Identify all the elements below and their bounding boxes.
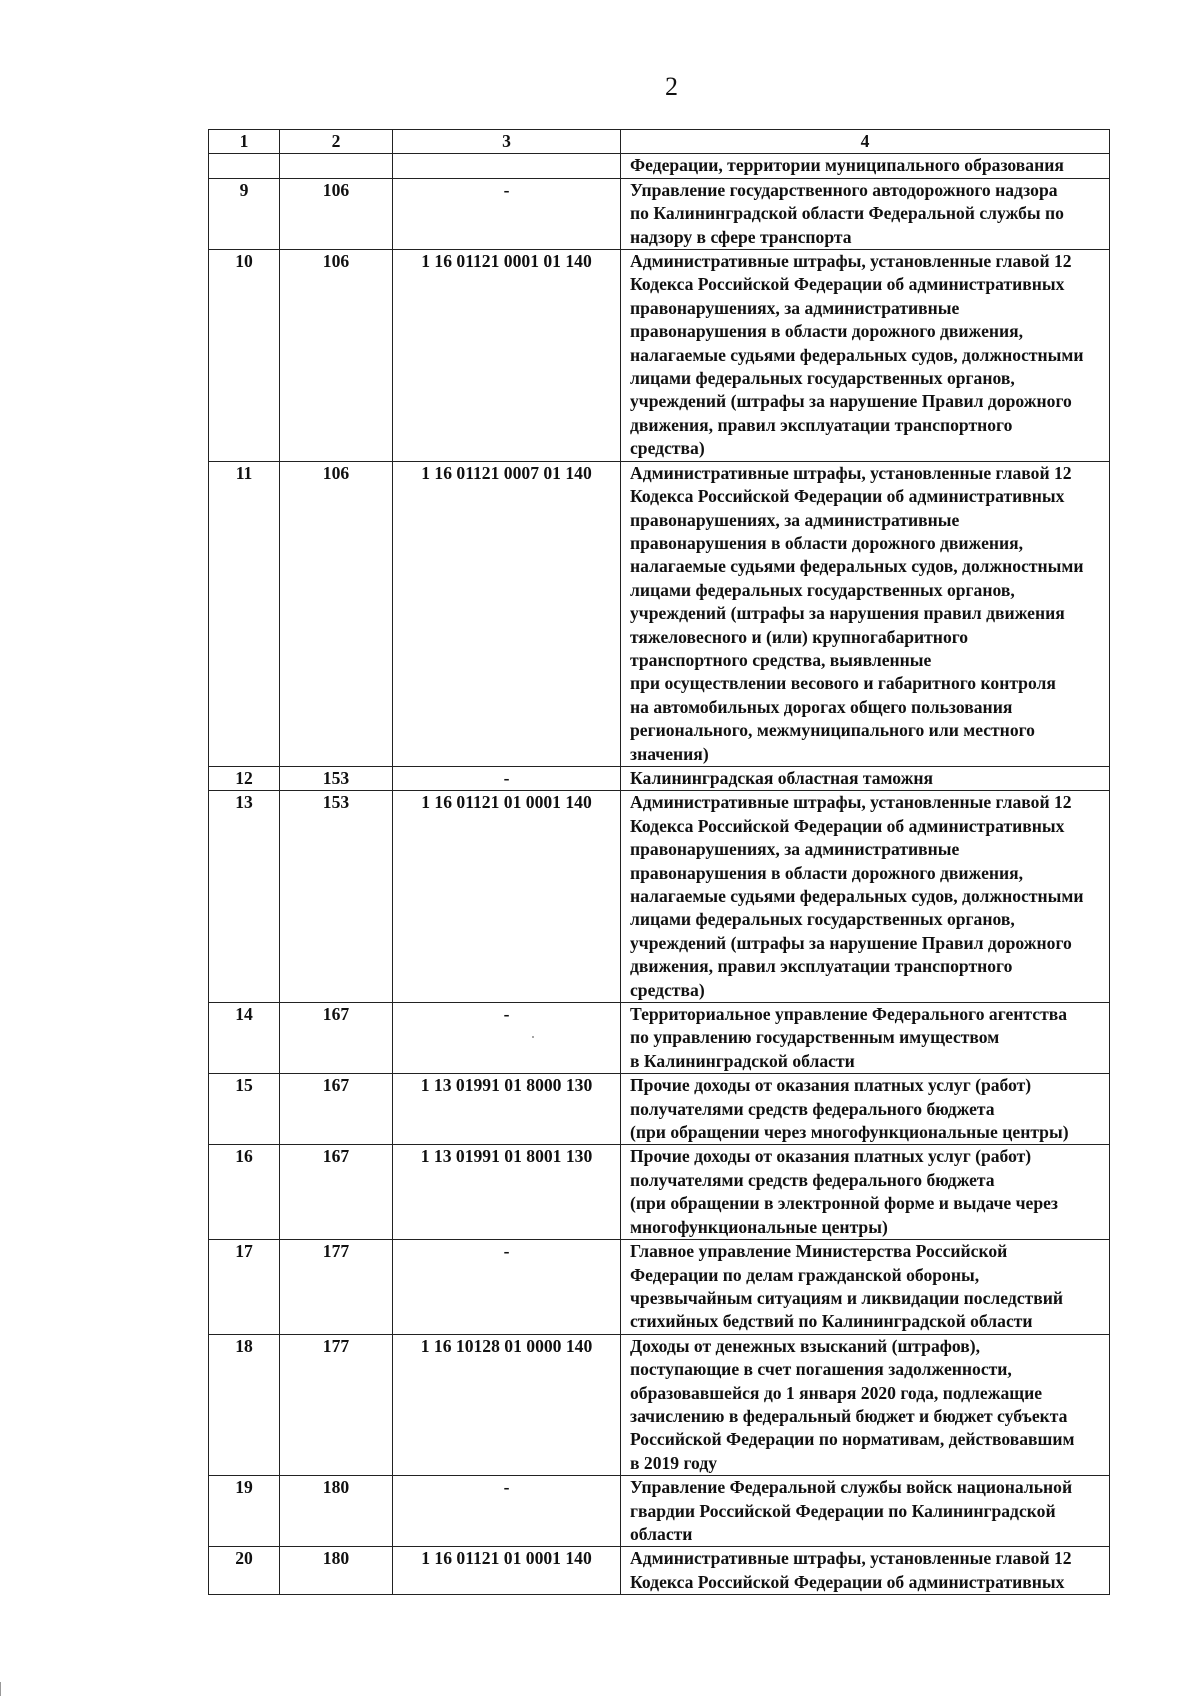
kbk-code-cell: - [393,1003,621,1074]
row-number-cell: 10 [209,250,280,462]
table-row [209,461,1110,766]
description-cell: Административные штрафы, установленные главой 12 Кодекса Российской Федерации об административных правонарушениях, за административные правонарушения в области дорожного движения, налагаемые судьями федеральных судов, должностными лицами федеральных государственных органов, учреждений (штрафы за нарушение Правил дорожного движения, правил эксплуатации транспортного средства) [621,250,1110,462]
kbk-code-cell: 1 16 01121 0007 01 140 [393,461,621,766]
kbk-code-cell: - [393,766,621,790]
kbk-code-cell: - [393,1240,621,1335]
description-cell: Административные штрафы, установленные главой 12 Кодекса Российской Федерации об административных [621,1547,1110,1595]
admin-code-cell: 180 [280,1547,393,1595]
admin-code-cell: 167 [280,1074,393,1145]
admin-code-cell [280,154,393,178]
table-row [209,250,1110,462]
description-cell: Прочие доходы от оказания платных услуг (работ) получателями средств федерального бюджета (при обращении через многофункциональные центры) [621,1074,1110,1145]
table-row [209,1476,1110,1547]
row-number-cell [209,154,280,178]
kbk-code-cell [393,154,621,178]
admin-code-cell: 106 [280,178,393,249]
scan-speck [532,1036,534,1038]
margin-mark [0,1682,7,1696]
column-header-4: 4 [621,130,1110,154]
table-row [209,1074,1110,1145]
description-cell: Федерации, территории муниципального образования [621,154,1110,178]
admin-code-cell: 106 [280,461,393,766]
admin-code-cell: 177 [280,1240,393,1335]
revenue-codes-table [208,129,1110,1595]
description-cell: Прочие доходы от оказания платных услуг (работ) получателями средств федерального бюджета (при обращении в электронной форме и выдаче через многофункциональные центры) [621,1145,1110,1240]
table-row [209,154,1110,178]
row-number-cell: 15 [209,1074,280,1145]
table-row [209,1240,1110,1335]
admin-code-cell: 177 [280,1334,393,1475]
admin-code-cell: 180 [280,1476,393,1547]
table-row [209,1334,1110,1475]
description-cell: Главное управление Министерства Российской Федерации по делам гражданской обороны, чрезвычайным ситуациям и ликвидации последствий стихийных бедствий по Калининградской области [621,1240,1110,1335]
admin-code-cell: 153 [280,766,393,790]
description-cell: Административные штрафы, установленные главой 12 Кодекса Российской Федерации об административных правонарушениях, за административные правонарушения в области дорожного движения, налагаемые судьями федеральных судов, должностными лицами федеральных государственных органов, учреждений (штрафы за нарушения правил движения тяжеловесного и (или) крупногабаритного транспортного средства, выявленные при осуществлении весового и габаритного контроля на автомобильных дорогах общего пользования регионального, межмуниципального или местного значения) [621,461,1110,766]
table-row [209,1003,1110,1074]
description-cell: Управление государственного автодорожного надзора по Калининградской области Федеральной службы по надзору в сфере транспорта [621,178,1110,249]
column-header-1: 1 [209,130,280,154]
description-cell: Административные штрафы, установленные главой 12 Кодекса Российской Федерации об административных правонарушениях, за административные правонарушения в области дорожного движения, налагаемые судьями федеральных судов, должностными лицами федеральных государственных органов, учреждений (штрафы за нарушение Правил дорожного движения, правил эксплуатации транспортного средства) [621,791,1110,1003]
row-number-cell: 17 [209,1240,280,1335]
kbk-code-cell: 1 13 01991 01 8001 130 [393,1145,621,1240]
kbk-code-cell: 1 16 01121 01 0001 140 [393,1547,621,1595]
row-number-cell: 12 [209,766,280,790]
table-row [209,766,1110,790]
kbk-code-cell: - [393,1476,621,1547]
description-cell: Управление Федеральной службы войск национальной гвардии Российской Федерации по Калининградской области [621,1476,1110,1547]
column-header-2: 2 [280,130,393,154]
table-row [209,1145,1110,1240]
kbk-code-cell: 1 16 01121 01 0001 140 [393,791,621,1003]
admin-code-cell: 106 [280,250,393,462]
column-header-3: 3 [393,130,621,154]
admin-code-cell: 153 [280,791,393,1003]
description-cell: Калининградская областная таможня [621,766,1110,790]
table-row [209,1547,1110,1595]
description-cell: Территориальное управление Федерального агентства по управлению государственным имуществом в Калининградской области [621,1003,1110,1074]
admin-code-cell: 167 [280,1145,393,1240]
kbk-code-cell: 1 13 01991 01 8000 130 [393,1074,621,1145]
admin-code-cell: 167 [280,1003,393,1074]
description-cell: Доходы от денежных взысканий (штрафов), поступающие в счет погашения задолженности, образовавшейся до 1 января 2020 года, подлежащие зачислению в федеральный бюджет и бюджет субъекта Российской Федерации по нормативам, действовавшим в 2019 году [621,1334,1110,1475]
row-number-cell: 14 [209,1003,280,1074]
row-number-cell: 9 [209,178,280,249]
table-row [209,178,1110,249]
row-number-cell: 19 [209,1476,280,1547]
table-row [209,791,1110,1003]
row-number-cell: 20 [209,1547,280,1595]
page-number: 2 [665,72,678,101]
row-number-cell: 13 [209,791,280,1003]
row-number-cell: 16 [209,1145,280,1240]
kbk-code-cell: 1 16 01121 0001 01 140 [393,250,621,462]
kbk-code-cell: 1 16 10128 01 0000 140 [393,1334,621,1475]
row-number-cell: 11 [209,461,280,766]
kbk-code-cell: - [393,178,621,249]
row-number-cell: 18 [209,1334,280,1475]
table-header-row [209,130,1110,154]
